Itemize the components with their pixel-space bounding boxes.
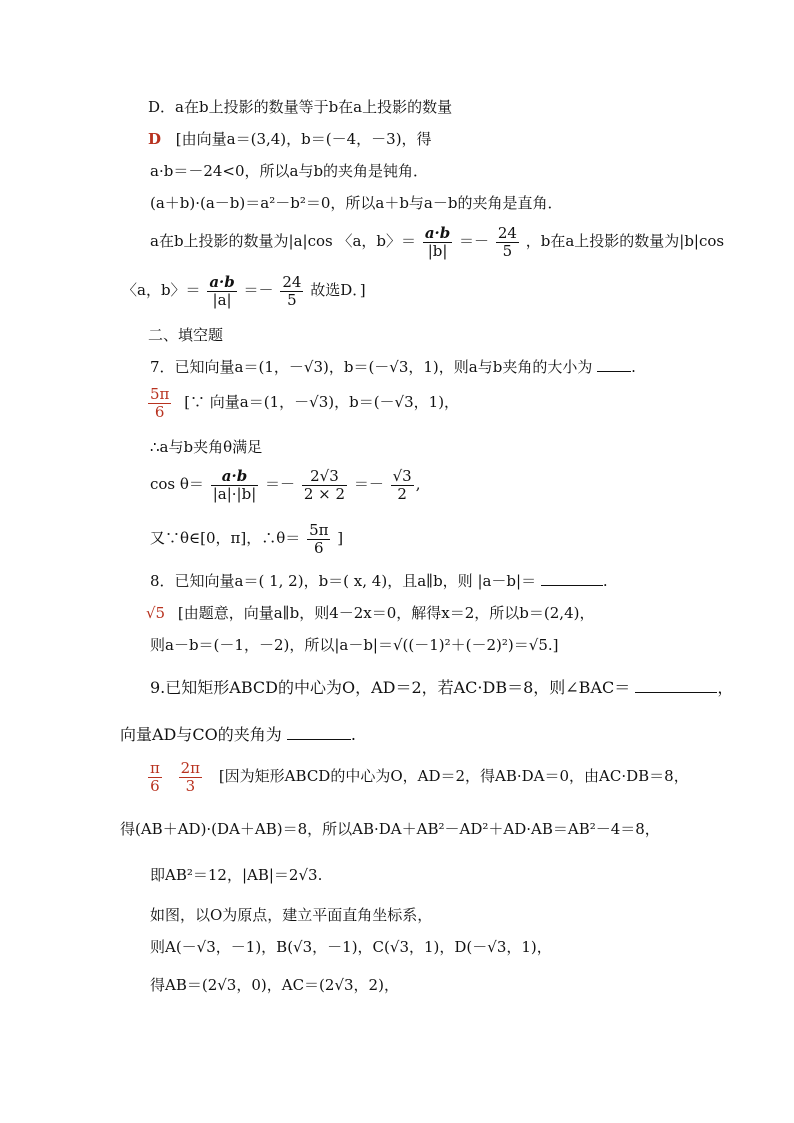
fraction-denominator: 6 bbox=[150, 776, 160, 795]
answer6-text5b: 故选D．] bbox=[310, 281, 366, 299]
answer9-line2: 得(AB＋AD)·(DA＋AB)＝8，所以AB·DA＋AB²－AD²＋AD·AB＝AB²－4＝8， bbox=[120, 820, 660, 838]
question7-text: 7．已知向量a＝(1，－√3)，b＝(－√3，1)，则a与b夹角的大小为 bbox=[150, 358, 593, 376]
fraction-numerator: 24 bbox=[282, 273, 302, 291]
answer7-line2: ∴a与b夹角θ满足 bbox=[150, 438, 263, 456]
question8: 8．已知向量a＝( 1, 2)，b＝( x, 4)，且a∥b，则 |a－b|＝ . bbox=[150, 572, 608, 590]
fraction-numerator: 5π bbox=[309, 521, 329, 539]
fraction-denominator: 2 × 2 bbox=[303, 484, 346, 503]
answer8-text1: [由题意，向量a∥b，则4－2x＝0，解得x＝2，所以b＝(2,4)， bbox=[177, 604, 595, 622]
answer7-text3b: ] bbox=[337, 529, 344, 547]
answer-blank[interactable] bbox=[597, 357, 631, 372]
fraction-denominator: 6 bbox=[313, 538, 324, 557]
fraction-denominator: |a| bbox=[212, 290, 232, 309]
fraction-numerator: 24 bbox=[497, 224, 517, 242]
fraction-2r3-over-2x2 bbox=[302, 468, 347, 502]
answer9-line5: 则A(－√3，－1)，B(√3，－1)，C(√3，1)，D(－√3，1)， bbox=[150, 938, 552, 956]
answer8-line1 bbox=[146, 602, 594, 623]
answer6-text4a: a在b上投影的数量为|a|cos 〈a，b〉＝ bbox=[150, 232, 417, 250]
answer6-line2: a·b＝－24<0，所以a与b的夹角是钝角． bbox=[150, 162, 429, 180]
neg-equals: ＝－ bbox=[353, 475, 384, 493]
fraction-denominator: 3 bbox=[185, 776, 196, 795]
answer8-value: √5 bbox=[146, 604, 166, 622]
answer-blank-vector-angle[interactable] bbox=[287, 725, 351, 740]
fraction-ab-over-b bbox=[423, 225, 452, 259]
answer9-line4: 如图，以O为原点，建立平面直角坐标系， bbox=[150, 906, 433, 924]
fraction-numerator: √3 bbox=[392, 467, 412, 485]
answer9-line1 bbox=[146, 760, 689, 794]
cos-theta: cos θ＝ bbox=[150, 475, 204, 493]
fraction-numerator: a·b bbox=[211, 468, 259, 486]
answer7-value bbox=[148, 386, 171, 420]
fraction-numerator: 5π bbox=[150, 385, 170, 403]
answer6-line1 bbox=[148, 128, 432, 149]
answer9-value1 bbox=[148, 760, 162, 794]
answer-blank[interactable] bbox=[541, 571, 603, 586]
fraction-numerator: a·b bbox=[209, 273, 235, 291]
answer-letter: D bbox=[148, 130, 162, 148]
fraction-denominator: 5 bbox=[502, 241, 513, 260]
answer-blank-angle[interactable] bbox=[635, 678, 717, 693]
answer9-line6: 得AB＝(2√3，0)，AC＝(2√3，2)， bbox=[150, 976, 399, 994]
answer6-line5 bbox=[122, 274, 366, 308]
fraction-denominator: 5 bbox=[287, 290, 297, 309]
answer6-text1: [由向量a＝(3,4)，b＝(－4，－3)，得 bbox=[175, 130, 432, 148]
answer9-text1: [因为矩形ABCD的中心为O，AD＝2，得AB·DA＝0，由AC·DB＝8， bbox=[218, 767, 689, 785]
fraction-24-over-5 bbox=[280, 274, 303, 308]
question9-line1: 9.已知矩形ABCD的中心为O，AD＝2，若AC·DB＝8，则∠BAC＝ ， bbox=[150, 678, 734, 697]
question9-text2: 向量AD与CO的夹角为 bbox=[120, 725, 282, 744]
answer6-line3: (a＋b)·(a－b)＝a²－b²＝0，所以a＋b与a－b的夹角是直角． bbox=[150, 194, 563, 212]
answer7-text3a: 又∵θ∈[0，π]，∴θ＝ bbox=[150, 529, 301, 547]
fraction-numerator: π bbox=[150, 759, 160, 777]
neg-equals: ＝－ bbox=[243, 281, 274, 299]
answer6-line4 bbox=[150, 225, 724, 259]
fraction-ab-over-a bbox=[207, 274, 236, 308]
question7: 7．已知向量a＝(1，－√3)，b＝(－√3，1)，则a与b夹角的大小为 . bbox=[150, 358, 636, 376]
fraction-denominator: 2 bbox=[397, 484, 407, 503]
fraction-r3-over-2 bbox=[391, 468, 414, 502]
answer6-text5a: 〈a，b〉＝ bbox=[122, 281, 201, 299]
answer7-line3 bbox=[150, 522, 343, 556]
fraction-numerator: 2π bbox=[180, 759, 201, 777]
fraction-denominator: |b| bbox=[427, 241, 448, 260]
answer7-cos-line: cos θ＝ $\frac{a\cdot b}{|a|\cdot|b|}$ ＝－ $\frac{2√3}{2 \times 2}$ ＝－ $\frac{√3}{2}$ , bbox=[150, 467, 421, 503]
question8-text: 8．已知向量a＝( 1, 2)，b＝( x, 4)，且a∥b，则 |a－b|＝ bbox=[150, 572, 537, 590]
neg-equals: ＝－ bbox=[265, 475, 296, 493]
answer9-line3: 即AB²＝12，|AB|＝2√3. bbox=[150, 866, 323, 884]
fraction-24-over-5 bbox=[496, 225, 519, 259]
answer7-line1 bbox=[146, 386, 459, 420]
section-heading: 二、填空题 bbox=[148, 326, 224, 344]
answer6-text4b: ，b在a上投影的数量为|b|cos bbox=[525, 232, 725, 250]
fraction-numerator: 2√3 bbox=[302, 468, 347, 486]
neg-equals: ＝－ bbox=[459, 232, 490, 250]
option-d: D．a在b上投影的数量等于b在a上投影的数量 bbox=[148, 98, 453, 116]
question9-text1: 9.已知矩形ABCD的中心为O，AD＝2，若AC·DB＝8，则∠BAC＝ bbox=[150, 678, 631, 697]
fraction-denominator: |a|·|b| bbox=[212, 484, 257, 503]
fraction-ab-over-abs bbox=[211, 468, 259, 502]
fraction-5pi-over-6 bbox=[307, 522, 330, 556]
fraction-denominator: 6 bbox=[154, 402, 165, 421]
answer8-line2: 则a－b＝(－1，－2)，所以|a－b|＝√((－1)²＋(－2)²)＝√5.] bbox=[150, 636, 559, 654]
answer7-text1: [∵ 向量a＝(1，－√3)，b＝(－√3，1)， bbox=[184, 393, 460, 411]
answer9-value2 bbox=[179, 760, 202, 794]
question9-line2: 向量AD与CO的夹角为 . bbox=[120, 725, 356, 744]
fraction-numerator: a·b bbox=[424, 224, 451, 242]
